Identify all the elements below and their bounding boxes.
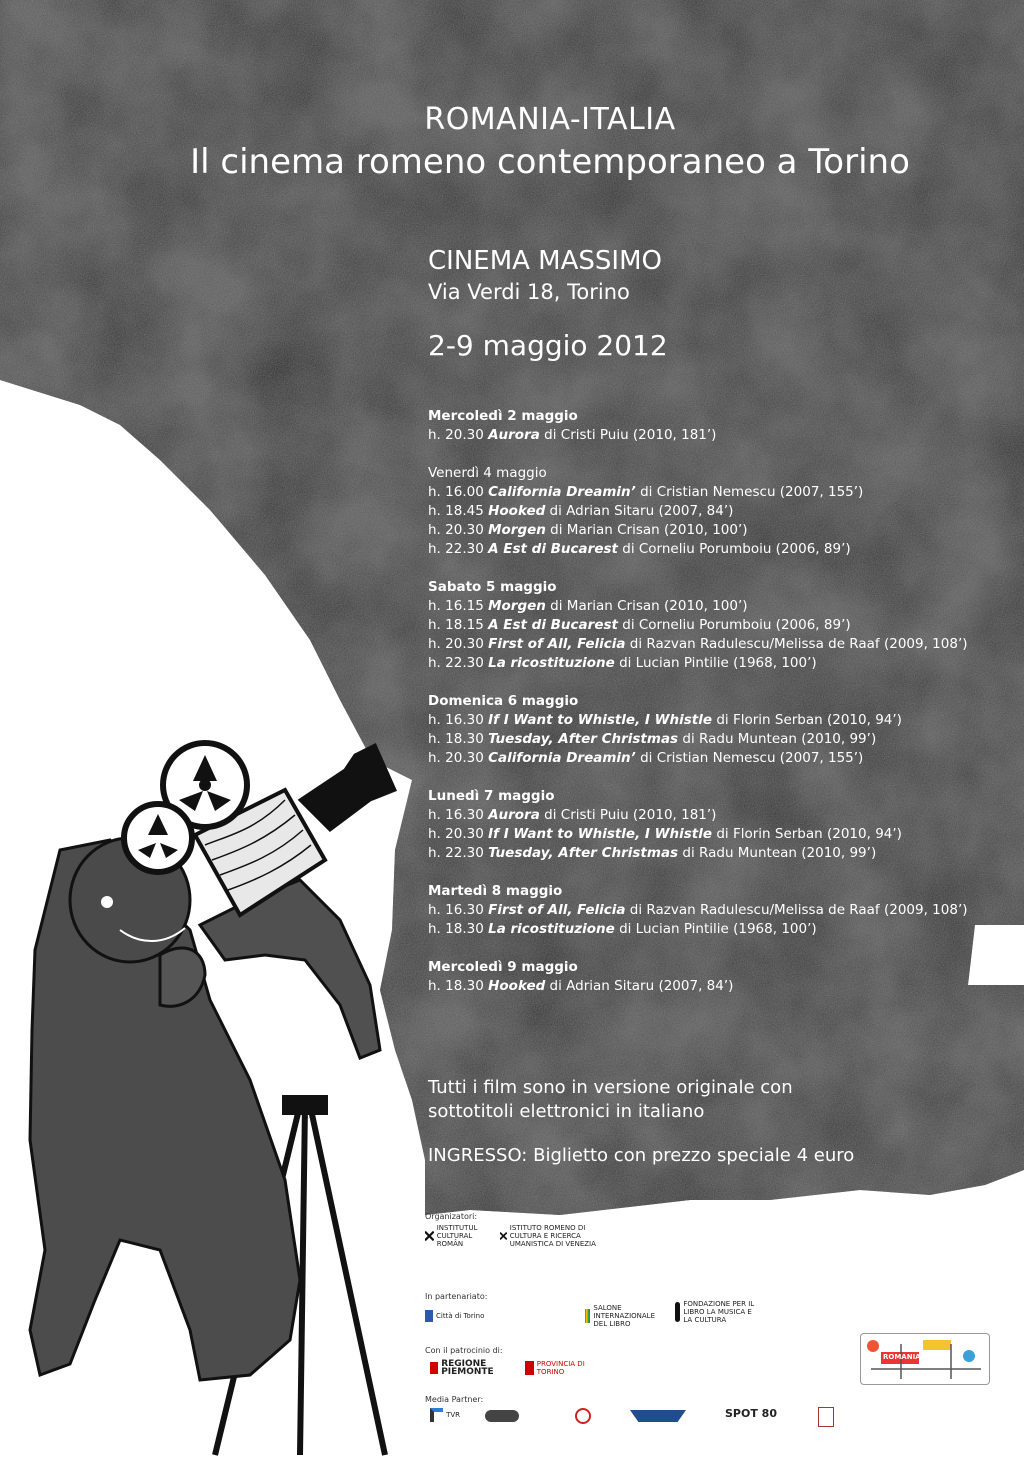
screening-row xyxy=(428,711,1018,730)
radio-centro-logo xyxy=(630,1410,690,1422)
bull-shield-icon xyxy=(525,1361,534,1375)
tvr-logo: TVR xyxy=(430,1408,460,1422)
icr-logo: INSTITUTUL CULTURAL ROMÂN xyxy=(425,1224,495,1248)
screening-row xyxy=(428,616,1018,635)
film-details: di Florin Serban (2010, 94’) xyxy=(712,826,902,842)
screening-time: h. 16.30 xyxy=(428,902,484,918)
film-title: Aurora xyxy=(488,807,540,823)
shield-icon xyxy=(425,1310,433,1322)
screening-time: h. 18.30 xyxy=(428,978,484,994)
film-details: di Corneliu Porumboiu (2006, 89’) xyxy=(617,541,851,557)
screening-row xyxy=(428,521,1018,540)
film-title: First of All, Felicia xyxy=(488,902,626,918)
screening-row xyxy=(428,654,1018,673)
film-details: di Razvan Radulescu/Melissa de Raaf (2009, 108’) xyxy=(625,902,968,918)
subtitle-note-1: Tutti i film sono in versione originale con xyxy=(428,1077,793,1098)
screening-time: h. 20.30 xyxy=(428,826,484,842)
screening-time: h. 18.15 xyxy=(428,617,484,633)
film-title: First of All, Felicia xyxy=(488,636,626,652)
screening-row xyxy=(428,749,1018,768)
film-details: di Lucian Pintilie (1968, 100’) xyxy=(614,921,817,937)
venue-name: CINEMA MASSIMO xyxy=(428,246,662,276)
screening-time: h. 22.30 xyxy=(428,845,484,861)
screening-row xyxy=(428,635,1018,654)
film-details: di Lucian Pintilie (1968, 100’) xyxy=(614,655,817,671)
romania-map-icon xyxy=(861,1334,989,1384)
screening-row xyxy=(428,540,1018,559)
citta-torino-logo: Città di Torino xyxy=(425,1310,505,1322)
film-details: di Cristi Puiu (2010, 181’) xyxy=(539,807,717,823)
patronage-label: Con il patrocinio di: xyxy=(425,1346,503,1355)
film-details: di Razvan Radulescu/Melissa de Raaf (2009, 108’) xyxy=(625,636,968,652)
screening-time: h. 16.30 xyxy=(428,807,484,823)
screening-time: h. 22.30 xyxy=(428,655,484,671)
screening-row xyxy=(428,901,1018,920)
screening-row xyxy=(428,426,1018,445)
film-title: A Est di Bucarest xyxy=(488,541,618,557)
festival-dates: 2-9 maggio 2012 xyxy=(428,329,668,362)
screening-time: h. 20.30 xyxy=(428,522,484,538)
screening-row xyxy=(428,483,1018,502)
film-title: California Dreamin’ xyxy=(488,750,636,766)
schedule-day xyxy=(428,787,1018,863)
poster-title xyxy=(0,100,1024,184)
radio-mark-icon xyxy=(485,1410,519,1422)
film-title: La ricostituzione xyxy=(488,655,615,671)
media-logo-3 xyxy=(575,1408,595,1424)
ticket-info: INGRESSO: Biglietto con prezzo speciale 4 euro xyxy=(428,1145,855,1166)
screening-time: h. 18.45 xyxy=(428,503,484,519)
regione-piemonte-logo: REGIONE PIEMONTE xyxy=(430,1360,510,1376)
provincia-torino-logo: PROVINCIA DI TORINO xyxy=(525,1360,605,1376)
screening-time: h. 18.30 xyxy=(428,921,484,937)
title-line-2: Il cinema romeno contemporaneo a Torino xyxy=(190,142,910,182)
screening-time: h. 22.30 xyxy=(428,541,484,557)
figure-eye xyxy=(101,896,113,908)
romania-badge xyxy=(860,1333,990,1385)
film-details: di Corneliu Porumboiu (2006, 89’) xyxy=(617,617,851,633)
film-details: di Marian Crisan (2010, 100’) xyxy=(545,598,748,614)
irccu-mark-icon xyxy=(500,1228,507,1244)
cross-icon xyxy=(430,1362,438,1374)
screening-time: h. 20.30 xyxy=(428,636,484,652)
film-details: di Radu Muntean (2010, 99’) xyxy=(678,845,877,861)
film-details: di Florin Serban (2010, 94’) xyxy=(712,712,902,728)
screening-row xyxy=(428,597,1018,616)
film-title: La ricostituzione xyxy=(488,921,615,937)
film-details: di Cristi Puiu (2010, 181’) xyxy=(539,427,717,443)
schedule-day xyxy=(428,692,1018,768)
screening-time: h. 20.30 xyxy=(428,750,484,766)
film-details: di Adrian Sitaru (2007, 84’) xyxy=(545,978,734,994)
schedule-day xyxy=(428,578,1018,673)
screening-row xyxy=(428,806,1018,825)
romania-badge-label: ROMANIA xyxy=(883,1353,921,1361)
info-notes xyxy=(428,1076,854,1168)
screening-row xyxy=(428,730,1018,749)
film-title: Tuesday, After Christmas xyxy=(488,731,679,747)
spot80-logo: SPOT 80 xyxy=(725,1407,777,1420)
film-title: A Est di Bucarest xyxy=(488,617,618,633)
screening-time: h. 18.30 xyxy=(428,731,484,747)
title-line-1: ROMANIA-ITALIA xyxy=(424,102,676,137)
screening-time: h. 20.30 xyxy=(428,427,484,443)
film-title: Aurora xyxy=(488,427,540,443)
camera-lens xyxy=(300,745,395,830)
circle-logo-icon xyxy=(575,1408,591,1424)
magazine-icon xyxy=(818,1407,834,1427)
media-partner-label: Media Partner: xyxy=(425,1395,484,1404)
screening-row xyxy=(428,844,1018,863)
screening-time: h. 16.30 xyxy=(428,712,484,728)
radio-centro-mark-icon xyxy=(630,1410,686,1422)
film-title: Tuesday, After Christmas xyxy=(488,845,679,861)
icr-mark-icon xyxy=(425,1228,434,1244)
day-title: Domenica 6 maggio xyxy=(428,693,579,709)
partnership-label: In partenariato: xyxy=(425,1292,488,1301)
schedule-day xyxy=(428,882,1018,939)
schedule-day xyxy=(428,958,1018,996)
film-details: di Cristian Nemescu (2007, 155’) xyxy=(635,750,864,766)
film-title: Morgen xyxy=(488,522,546,538)
day-title: Sabato 5 maggio xyxy=(428,579,557,595)
day-title: Martedì 8 maggio xyxy=(428,883,563,899)
screening-row xyxy=(428,977,1018,996)
film-title: Morgen xyxy=(488,598,546,614)
media-logo-6 xyxy=(818,1407,838,1427)
venue-address: Via Verdi 18, Torino xyxy=(428,280,630,304)
screening-time: h. 16.00 xyxy=(428,484,484,500)
film-title: If I Want to Whistle, I Whistle xyxy=(488,826,713,842)
screening-time: h. 16.15 xyxy=(428,598,484,614)
film-title: Hooked xyxy=(488,978,546,994)
screening-row xyxy=(428,920,1018,939)
day-title: Mercoledì 9 maggio xyxy=(428,959,578,975)
day-title: Lunedì 7 maggio xyxy=(428,788,555,804)
film-title: Hooked xyxy=(488,503,546,519)
radio-logo xyxy=(485,1410,525,1422)
film-title: California Dreamin’ xyxy=(488,484,636,500)
subtitle-note-2: sottotitoli elettronici in italiano xyxy=(428,1101,705,1122)
film-title: If I Want to Whistle, I Whistle xyxy=(488,712,713,728)
schedule-day xyxy=(428,464,1018,559)
film-details: di Adrian Sitaru (2007, 84’) xyxy=(545,503,734,519)
day-title: Venerdì 4 maggio xyxy=(428,465,547,481)
film-details: di Marian Crisan (2010, 100’) xyxy=(545,522,748,538)
film-details: di Radu Muntean (2010, 99’) xyxy=(678,731,877,747)
screening-row xyxy=(428,502,1018,521)
books-icon xyxy=(585,1309,590,1323)
film-reel-small xyxy=(124,804,192,872)
schedule-day xyxy=(428,407,1018,445)
tvr-mark-icon xyxy=(430,1408,443,1422)
fondazione-logo: FONDAZIONE PER IL LIBRO LA MUSICA E LA CULTURA xyxy=(675,1300,755,1324)
cameraman-illustration xyxy=(30,743,395,1455)
film-details: di Cristian Nemescu (2007, 155’) xyxy=(635,484,864,500)
day-title: Mercoledì 2 maggio xyxy=(428,408,578,424)
irccu-logo: ISTITUTO ROMENO DI CULTURA E RICERCA UMANISTICA DI VENEZIA xyxy=(500,1224,610,1248)
screening-schedule xyxy=(428,407,1018,1015)
screening-row xyxy=(428,825,1018,844)
fondazione-mark-icon xyxy=(675,1302,680,1322)
organizers-label: Organizatori: xyxy=(425,1212,478,1221)
venue-block xyxy=(428,244,662,306)
salone-logo: SALONE INTERNAZIONALE DEL LIBRO xyxy=(585,1304,655,1328)
